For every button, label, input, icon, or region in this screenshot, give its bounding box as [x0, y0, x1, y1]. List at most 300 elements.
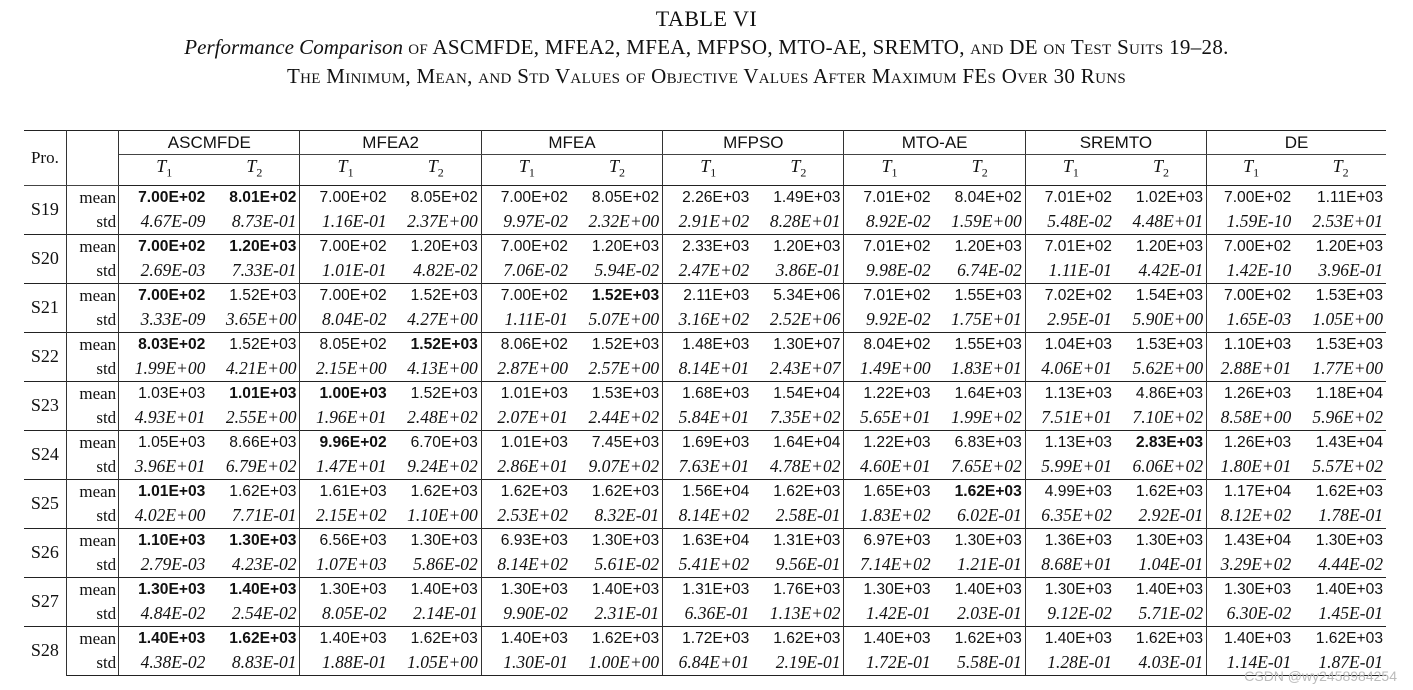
table-label: TABLE VI	[655, 6, 758, 31]
table-cell: 1.52E+03	[209, 332, 300, 357]
table-cell: 1.40E+03	[300, 626, 391, 651]
task-header: $T_1$	[844, 155, 935, 186]
table-cell: 4.84E-02	[140, 603, 206, 624]
algo-header: MFEA2	[300, 131, 481, 155]
table-cell: 1.62E+03	[753, 479, 844, 504]
table-cell: 1.53E+03	[1116, 332, 1207, 357]
table-cell: 4.82E-02	[391, 259, 482, 284]
table-cell: 7.00E+02	[481, 283, 572, 308]
table-cell: 1.13E+03	[1025, 381, 1116, 406]
table-cell: 4.48E+01	[1116, 210, 1207, 235]
metric-label: mean	[66, 381, 118, 406]
table-cell: 2.44E+02	[572, 406, 663, 431]
table-cell: 1.42E-01	[865, 603, 931, 624]
table-cell: 2.31E-01	[572, 602, 663, 627]
table-row	[24, 455, 1386, 480]
table-cell: 1.53E+03	[1295, 283, 1386, 308]
table-cell: 1.30E+03	[1025, 577, 1116, 602]
table-cell: 1.31E+03	[663, 577, 754, 602]
problem-label: S21	[24, 283, 66, 332]
table-cell: 1.52E+03	[391, 381, 482, 406]
table-cell: 4.99E+03	[1025, 479, 1116, 504]
table-cell: 3.16E+02	[678, 309, 750, 330]
table-cell: 2.53E+02	[497, 505, 568, 526]
table-cell: 5.84E+01	[678, 407, 750, 428]
table-cell: 7.10E+02	[1116, 406, 1207, 431]
table-cell: 1.03E+03	[119, 381, 210, 406]
caption-title: Performance Comparison	[184, 35, 404, 59]
table-cell: 1.13E+02	[753, 602, 844, 627]
table-cell: 7.00E+02	[119, 283, 210, 308]
table-cell: 1.16E-01	[321, 211, 387, 232]
table-cell: 7.45E+03	[572, 430, 663, 455]
table-cell: 8.05E+02	[572, 185, 663, 210]
table-cell: 7.00E+02	[138, 189, 206, 207]
table-cell: 8.14E+02	[497, 554, 568, 575]
table-cell: 5.48E-02	[1047, 211, 1112, 232]
table-cell: 1.04E+03	[1025, 332, 1116, 357]
table-cell: 5.71E-02	[1116, 602, 1207, 627]
table-cell: 1.99E+00	[134, 358, 206, 379]
table-cell: 1.20E+03	[935, 234, 1026, 259]
table-cell: 1.55E+03	[935, 283, 1026, 308]
algo-header: MTO-AE	[844, 131, 1025, 155]
algo-header: ASCMFDE	[119, 131, 300, 155]
table-cell: 2.47E+02	[678, 260, 750, 281]
table-cell: 1.01E+03	[481, 430, 572, 455]
table-cell: 2.03E-01	[935, 602, 1026, 627]
table-cell: 1.26E+03	[1207, 430, 1296, 455]
table-cell: 1.40E+03	[209, 577, 300, 602]
table-cell: 7.35E+02	[753, 406, 844, 431]
table-cell: 1.20E+03	[1295, 234, 1386, 259]
table-cell: 6.56E+03	[300, 528, 391, 553]
table-cell: 1.21E-01	[935, 553, 1026, 578]
table-cell: 1.00E+03	[300, 381, 391, 406]
table-cell: 4.93E+01	[134, 407, 206, 428]
table-cell: 7.14E+02	[859, 554, 931, 575]
table-cell: 1.62E+03	[209, 626, 300, 651]
task-header: $T_2$	[1295, 155, 1386, 186]
table-cell: 1.30E+03	[481, 577, 572, 602]
table-caption	[0, 4, 1413, 91]
table-cell: 1.05E+00	[1312, 309, 1383, 330]
table-cell: 1.75E+01	[935, 308, 1026, 333]
table-cell: 1.52E+03	[209, 283, 300, 308]
table-cell: 8.04E+02	[935, 185, 1026, 210]
table-cell: 2.55E+00	[209, 406, 300, 431]
table-cell: 1.43E+04	[1207, 528, 1296, 553]
table-cell: 6.84E+01	[663, 651, 754, 676]
task-header: $T_2$	[753, 155, 844, 186]
table-cell: 9.92E-02	[865, 309, 931, 330]
table-cell: 1.49E+03	[753, 185, 844, 210]
table-cell: 7.00E+02	[1224, 189, 1292, 207]
table-cell: 1.53E+03	[572, 381, 663, 406]
problem-label: S22	[24, 332, 66, 381]
pro-header: Pro.	[24, 131, 66, 186]
table-row	[24, 602, 1386, 627]
table-cell: 9.96E+02	[300, 430, 391, 455]
algo-header: DE	[1207, 131, 1386, 155]
problem-label: S26	[24, 528, 66, 577]
table-cell: 1.40E+03	[572, 577, 663, 602]
table-cell: 3.65E+00	[209, 308, 300, 333]
table-cell: 4.02E+00	[134, 505, 206, 526]
table-cell: 1.62E+03	[209, 479, 300, 504]
table-cell: 4.67E-09	[140, 211, 206, 232]
table-cell: 3.29E+02	[1220, 554, 1292, 575]
table-cell: 6.79E+02	[209, 455, 300, 480]
table-cell: 1.62E+03	[935, 479, 1026, 504]
results-table	[24, 130, 1386, 676]
table-cell: 1.30E+03	[119, 577, 210, 602]
table-cell: 7.01E+02	[844, 283, 935, 308]
task-header: $T_2$	[209, 155, 300, 186]
table-cell: 1.87E-01	[1295, 651, 1386, 676]
table-cell: 1.10E+03	[1207, 332, 1296, 357]
table-cell: 9.90E-02	[503, 603, 568, 624]
table-cell: 1.47E+01	[316, 456, 387, 477]
metric-label: mean	[66, 332, 118, 357]
table-cell: 1.65E+03	[844, 479, 935, 504]
table-cell: 5.07E+00	[572, 308, 663, 333]
table-cell: 6.35E+02	[1041, 505, 1112, 526]
table-cell: 2.15E+00	[316, 358, 387, 379]
table-cell: 2.88E+01	[1220, 358, 1292, 379]
table-cell: 1.30E+07	[753, 332, 844, 357]
table-cell: 2.11E+03	[663, 283, 754, 308]
table-cell: 1.59E+00	[935, 210, 1026, 235]
table-cell: 4.06E+01	[1041, 358, 1112, 379]
task-header: $T_1$	[1025, 155, 1116, 186]
table-cell: 1.20E+03	[572, 234, 663, 259]
table-cell: 1.11E-01	[504, 309, 568, 330]
table-cell: 2.79E-03	[140, 554, 206, 575]
watermark: CSDN @wy2458984254	[1244, 668, 1397, 684]
table-cell: 9.56E-01	[753, 553, 844, 578]
table-cell: 8.12E+02	[1220, 505, 1292, 526]
table-cell: 7.01E+02	[844, 234, 935, 259]
table-cell: 5.90E+00	[1116, 308, 1207, 333]
table-cell: 1.40E+03	[481, 626, 572, 651]
table-cell: 1.14E-01	[1207, 651, 1296, 676]
table-cell: 2.53E+01	[1312, 211, 1383, 232]
table-cell: 7.63E+01	[678, 456, 750, 477]
algo-header: MFEA	[481, 131, 662, 155]
table-cell: 1.04E-01	[1116, 553, 1207, 578]
table-cell: 1.11E+03	[1316, 189, 1383, 207]
table-cell: 1.01E-01	[321, 260, 387, 281]
table-cell: 8.14E+02	[678, 505, 750, 526]
metric-label: std	[66, 308, 118, 333]
metric-label: std	[66, 553, 118, 578]
table-cell: 2.83E+03	[1116, 430, 1207, 455]
table-cell: 4.60E+01	[859, 456, 931, 477]
table-cell: 8.14E+01	[678, 358, 750, 379]
table-cell: 2.54E-02	[209, 602, 300, 627]
table-row	[24, 185, 1386, 210]
table-cell: 5.61E-02	[572, 553, 663, 578]
table-cell: 7.00E+02	[300, 283, 391, 308]
table-cell: 1.30E-01	[481, 651, 572, 676]
problem-label: S19	[24, 185, 66, 234]
table-cell: 7.51E+01	[1041, 407, 1112, 428]
table-cell: 1.20E+03	[209, 234, 300, 259]
header-row-algorithms	[24, 131, 1386, 155]
table-cell: 1.48E+03	[663, 332, 754, 357]
table-cell: 5.86E-02	[391, 553, 482, 578]
table-cell: 1.56E+04	[663, 479, 754, 504]
problem-label: S20	[24, 234, 66, 283]
algo-header: MFPSO	[663, 131, 844, 155]
table-cell: 1.72E+03	[663, 626, 754, 651]
table-cell: 8.83E-01	[209, 651, 300, 676]
table-cell: 1.83E+01	[935, 357, 1026, 382]
table-cell: 8.04E+02	[844, 332, 935, 357]
table-cell: 3.96E+01	[134, 456, 206, 477]
table-cell: 2.43E+07	[753, 357, 844, 382]
table-cell: 3.96E-01	[1318, 260, 1383, 281]
table-cell: 1.80E+01	[1220, 456, 1292, 477]
table-cell: 1.42E-10	[1226, 260, 1292, 281]
table-cell: 1.30E+03	[209, 528, 300, 553]
table-cell: 1.77E+00	[1312, 358, 1383, 379]
table-cell: 1.40E+03	[1295, 577, 1386, 602]
metric-label: std	[66, 602, 118, 627]
table-cell: 1.40E+03	[1116, 577, 1207, 602]
table-row	[24, 283, 1386, 308]
table-cell: 8.92E-02	[865, 211, 931, 232]
table-row	[24, 528, 1386, 553]
table-cell: 2.69E-03	[140, 260, 206, 281]
table-cell: 1.68E+03	[663, 381, 754, 406]
metric-label: mean	[66, 430, 118, 455]
table-cell: 1.40E+03	[1025, 626, 1116, 651]
table-cell: 1.52E+03	[391, 332, 482, 357]
table-cell: 1.26E+03	[1207, 381, 1296, 406]
problem-label: S23	[24, 381, 66, 430]
table-cell: 2.92E-01	[1116, 504, 1207, 529]
table-cell: 9.12E-02	[1047, 603, 1112, 624]
task-header: $T_1$	[481, 155, 572, 186]
table-cell: 1.30E+03	[391, 528, 482, 553]
table-cell: 8.05E+02	[391, 185, 482, 210]
table-cell: 1.31E+03	[753, 528, 844, 553]
table-cell: 2.91E+02	[678, 211, 750, 232]
table-cell: 1.54E+04	[753, 381, 844, 406]
table-cell: 1.62E+03	[1295, 479, 1386, 504]
table-cell: 2.87E+00	[497, 358, 568, 379]
table-cell: 1.05E+03	[119, 430, 210, 455]
table-cell: 1.40E+03	[391, 577, 482, 602]
table-cell: 1.10E+03	[119, 528, 210, 553]
table-cell: 1.52E+03	[391, 283, 482, 308]
table-cell: 9.07E+02	[572, 455, 663, 480]
table-cell: 8.66E+03	[209, 430, 300, 455]
table-cell: 9.98E-02	[865, 260, 931, 281]
table-cell: 2.52E+06	[753, 308, 844, 333]
table-cell: 8.04E-02	[321, 309, 387, 330]
table-cell: 8.68E+01	[1041, 554, 1112, 575]
table-cell: 1.59E-10	[1226, 211, 1292, 232]
table-cell: 1.54E+03	[1116, 283, 1207, 308]
table-cell: 1.64E+04	[753, 430, 844, 455]
table-cell: 8.03E+02	[119, 332, 210, 357]
table-cell: 5.58E-01	[935, 651, 1026, 676]
table-cell: 1.13E+03	[1025, 430, 1116, 455]
table-cell: 4.21E+00	[209, 357, 300, 382]
table-cell: 1.30E+03	[300, 577, 391, 602]
table-cell: 8.05E-02	[321, 603, 387, 624]
table-row	[24, 332, 1386, 357]
problem-label: S28	[24, 626, 66, 675]
table-row	[24, 234, 1386, 259]
table-cell: 7.00E+02	[500, 189, 568, 207]
metric-label: std	[66, 406, 118, 431]
algo-header: SREMTO	[1025, 131, 1206, 155]
table-cell: 7.71E-01	[209, 504, 300, 529]
table-cell: 1.40E+03	[844, 626, 935, 651]
table-cell: 1.22E+03	[844, 381, 935, 406]
table-row	[24, 553, 1386, 578]
table-cell: 1.63E+04	[663, 528, 754, 553]
table-cell: 2.15E+02	[316, 505, 387, 526]
metric-label: std	[66, 651, 118, 676]
table-cell: 1.20E+03	[753, 234, 844, 259]
table-cell: 1.52E+03	[572, 283, 663, 308]
table-cell: 6.70E+03	[391, 430, 482, 455]
table-cell: 5.41E+02	[678, 554, 750, 575]
task-header: $T_2$	[572, 155, 663, 186]
table-cell: 2.19E-01	[753, 651, 844, 676]
caption-line-1	[0, 33, 1413, 62]
table-cell: 1.78E-01	[1318, 505, 1383, 526]
table-cell: 8.06E+02	[481, 332, 572, 357]
metric-label: mean	[66, 234, 118, 259]
table-cell: 2.07E+01	[497, 407, 568, 428]
task-header: $T_2$	[391, 155, 482, 186]
metric-label: mean	[66, 283, 118, 308]
table-cell: 1.96E+01	[316, 407, 387, 428]
task-header: $T_1$	[1207, 155, 1296, 186]
table-cell: 7.00E+02	[1207, 283, 1296, 308]
table-cell: 7.01E+02	[1044, 189, 1112, 207]
table-cell: 7.01E+02	[863, 189, 931, 207]
table-cell: 1.83E+02	[859, 505, 931, 526]
table-cell: 5.62E+00	[1116, 357, 1207, 382]
table-cell: 4.03E-01	[1116, 651, 1207, 676]
table-cell: 2.37E+00	[391, 210, 482, 235]
table-row	[24, 577, 1386, 602]
table-cell: 1.00E+00	[572, 651, 663, 676]
table-cell: 6.02E-01	[935, 504, 1026, 529]
table-row	[24, 381, 1386, 406]
header-row-tasks	[24, 155, 1386, 186]
table-cell: 1.62E+03	[935, 626, 1026, 651]
table-cell: 1.76E+03	[753, 577, 844, 602]
table-cell: 1.62E+03	[481, 479, 572, 504]
table-cell: 1.61E+03	[300, 479, 391, 504]
table-cell: 6.83E+03	[935, 430, 1026, 455]
table-cell: 1.52E+03	[572, 332, 663, 357]
table-cell: 6.93E+03	[481, 528, 572, 553]
table-cell: 2.58E-01	[753, 504, 844, 529]
table-cell: 4.38E-02	[119, 651, 210, 676]
table-cell: 1.65E-03	[1226, 309, 1292, 330]
caption-subtitle: of ASCMFDE, MFEA2, MFEA, MFPSO, MTO-AE, SREMTO, and DE on Test Suits 19–28.	[408, 35, 1229, 59]
table-cell: 1.30E+03	[572, 528, 663, 553]
table-cell: 1.62E+03	[753, 626, 844, 651]
task-header: $T_1$	[300, 155, 391, 186]
table-body	[24, 185, 1386, 675]
table-cell: 5.57E+02	[1312, 456, 1383, 477]
table-cell: 1.07E+03	[316, 554, 387, 575]
problem-label: S27	[24, 577, 66, 626]
table-cell: 1.20E+03	[391, 234, 482, 259]
table-row	[24, 651, 1386, 676]
table-cell: 2.86E+01	[497, 456, 568, 477]
table-cell: 1.55E+03	[935, 332, 1026, 357]
table-cell: 1.88E-01	[300, 651, 391, 676]
table-row	[24, 626, 1386, 651]
table-cell: 1.62E+03	[391, 479, 482, 504]
problem-label: S24	[24, 430, 66, 479]
table-cell: 1.62E+03	[1295, 626, 1386, 651]
table-row	[24, 308, 1386, 333]
table-cell: 9.24E+02	[391, 455, 482, 480]
table-cell: 4.78E+02	[753, 455, 844, 480]
table-cell: 4.44E-02	[1318, 554, 1383, 575]
table-cell: 6.36E-01	[684, 603, 750, 624]
metric-label: std	[66, 357, 118, 382]
metric-label: mean	[66, 626, 118, 651]
table-row	[24, 406, 1386, 431]
table-cell: 1.02E+03	[1116, 185, 1207, 210]
table-cell: 3.86E-01	[753, 259, 844, 284]
table-cell: 2.48E+02	[391, 406, 482, 431]
table-cell: 1.99E+02	[935, 406, 1026, 431]
table-cell: 9.97E-02	[503, 211, 568, 232]
metric-label: mean	[66, 528, 118, 553]
task-header: $T_1$	[119, 155, 210, 186]
table-cell: 1.40E+03	[119, 626, 210, 651]
table-row	[24, 259, 1386, 284]
table-row	[24, 210, 1386, 235]
table-cell: 2.26E+03	[682, 189, 750, 207]
table-cell: 5.65E+01	[859, 407, 931, 428]
table-cell: 1.01E+03	[209, 381, 300, 406]
table-cell: 1.30E+03	[1207, 577, 1296, 602]
table-cell: 1.53E+03	[1295, 332, 1386, 357]
table-cell: 7.00E+02	[319, 189, 387, 207]
table-row	[24, 504, 1386, 529]
table-cell: 7.00E+02	[1207, 234, 1296, 259]
metric-label: std	[66, 455, 118, 480]
table-cell: 2.33E+03	[663, 234, 754, 259]
table-cell: 6.97E+03	[844, 528, 935, 553]
table-cell: 1.30E+03	[844, 577, 935, 602]
table-cell: 1.62E+03	[1116, 626, 1207, 651]
task-header: $T_2$	[935, 155, 1026, 186]
table-cell: 4.86E+03	[1116, 381, 1207, 406]
table-cell: 1.01E+03	[119, 479, 210, 504]
metric-header	[66, 131, 118, 186]
table-cell: 1.28E-01	[1025, 651, 1116, 676]
table-cell: 1.05E+00	[391, 651, 482, 676]
table-cell: 7.33E-01	[209, 259, 300, 284]
table-cell: 1.69E+03	[663, 430, 754, 455]
